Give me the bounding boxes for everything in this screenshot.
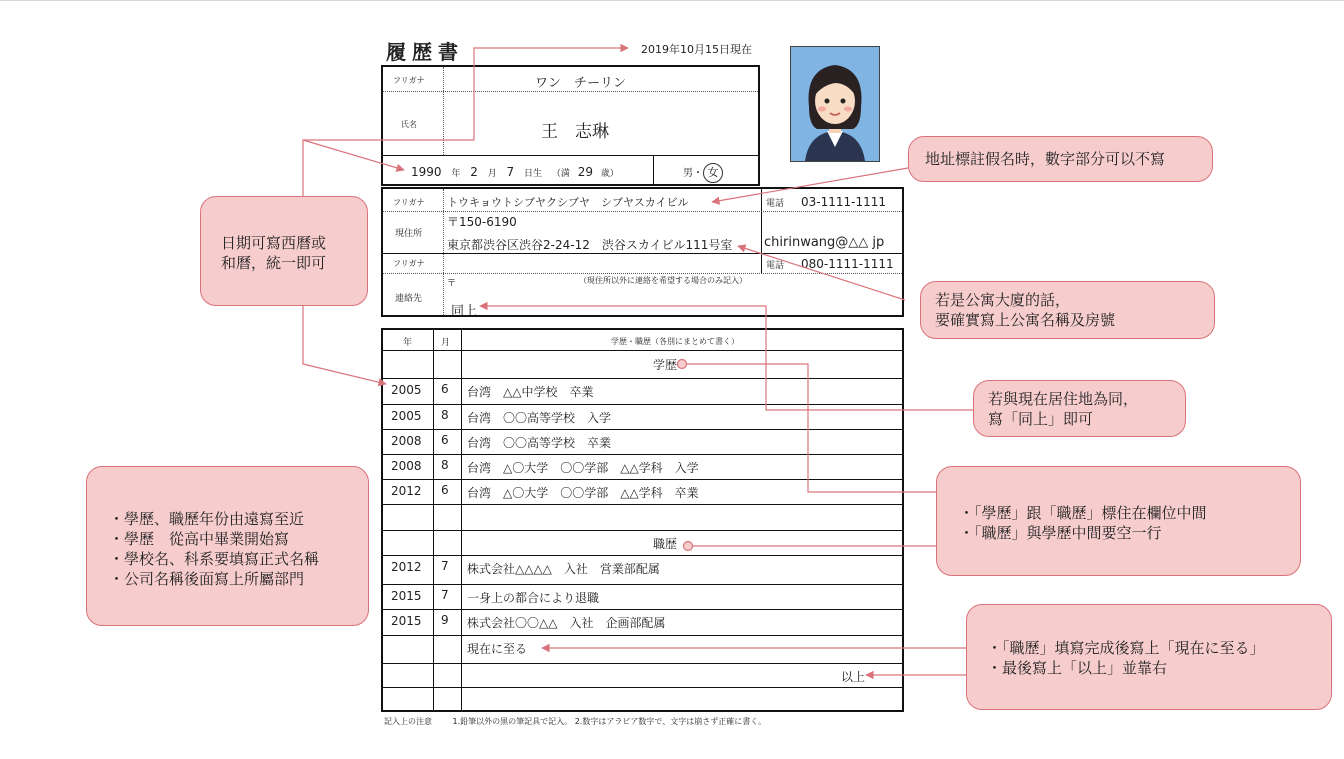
row-month: 7 <box>441 588 449 602</box>
note-center-labels <box>936 466 1301 576</box>
birth-month: 2 <box>470 165 478 179</box>
row-text: 職歴 <box>652 537 677 551</box>
address-label: 現住所 <box>395 229 423 239</box>
row-year: 2005 <box>391 409 422 423</box>
row-text: 一身上の都合により退職 <box>467 591 600 605</box>
note-furigana-line-1: 地址標註假名時，數字部分可以不寫 <box>925 150 1166 168</box>
note-date-format <box>200 196 368 306</box>
postal-code: 〒150-6190 <box>447 215 517 229</box>
gender-male: 男 <box>683 168 693 179</box>
address-furigana-value: トウキョウトシブヤクシブヤ シブヤスカイビル <box>447 196 689 209</box>
contact-furigana-label: フリガナ <box>393 259 425 268</box>
age-value: 29 <box>577 165 593 179</box>
birth-day-unit: 日生 <box>524 169 543 179</box>
row-month: 9 <box>441 613 449 627</box>
note-center-line-2: ・「職歷」與學歷中間要空一行 <box>959 524 1162 542</box>
note-education-order <box>86 466 369 626</box>
note-same-line-1: 若與現在居住地為同， <box>988 390 1139 408</box>
row-text: 株式会社〇〇△△ 入社 企画部配属 <box>467 616 666 630</box>
note-date-line-1: 日期可寫西曆或 <box>221 234 327 252</box>
note-education-line-4: ・公司名稱後面寫上所屬部門 <box>109 570 305 588</box>
furigana-value: ワン チーリン <box>535 76 627 91</box>
row-text: 株式会社△△△△ 入社 営業部配属 <box>467 562 660 576</box>
furigana-label: フリガナ <box>393 76 425 85</box>
note-end-lines <box>966 604 1332 710</box>
row-text: 台湾 〇〇高等学校 卒業 <box>467 436 612 450</box>
contact-note: （現住所以外に連絡を希望する場合のみ記入） <box>579 276 747 285</box>
name-label: 氏名 <box>401 120 417 129</box>
contact-postal-mark: 〒 <box>447 279 457 289</box>
col-content-header: 学歴・職歴（各別にまとめて書く） <box>611 337 739 346</box>
note-end-line-1: ・「職歷」填寫完成後寫上「現在に至る」 <box>987 639 1265 657</box>
contact-phone-label: 電話 <box>766 261 785 271</box>
email-value: chirinwang@△△ jp <box>764 235 885 250</box>
note-date-line-2: 和曆，統一即可 <box>221 254 327 272</box>
row-text: 以上 <box>840 670 865 684</box>
row-text: 学歴 <box>652 358 677 372</box>
row-year: 2012 <box>391 560 422 574</box>
birth-day: 7 <box>506 165 515 179</box>
note-same-line-2: 寫「同上」即可 <box>988 410 1094 428</box>
contact-label: 連絡先 <box>395 294 423 304</box>
address-value: 東京都渋谷区渋谷2-24-12 渋谷スカイビル111号室 <box>447 238 733 252</box>
row-text: 台湾 △△中学校 卒業 <box>467 385 594 399</box>
address-furigana-label: フリガナ <box>393 198 425 207</box>
footer-label: 記入上の注意 <box>384 717 432 726</box>
row-year: 2008 <box>391 434 422 448</box>
col-month-header: 月 <box>441 338 451 348</box>
row-text: 台湾 △〇大学 〇〇学部 △△学科 入学 <box>467 461 699 475</box>
row-text: 台湾 〇〇高等学校 入学 <box>467 411 612 425</box>
note-education-line-3: ・學校名、科系要填寫正式名稱 <box>109 550 320 568</box>
row-month: 6 <box>441 483 449 497</box>
note-apartment-line-2: 要確實寫上公寓名稱及房號 <box>935 311 1116 329</box>
row-text: 現在に至る <box>467 642 528 656</box>
note-education-line-2: ・學歷 從高中畢業開始寫 <box>109 530 290 548</box>
row-month: 6 <box>441 433 449 447</box>
gender-separator: ・ <box>693 168 703 179</box>
note-apartment-line-1: 若是公寓大廈的話， <box>935 291 1071 309</box>
row-month: 6 <box>441 382 449 396</box>
row-month: 8 <box>441 408 449 422</box>
row-year: 2012 <box>391 484 422 498</box>
birth-month-unit: 月 <box>487 169 497 179</box>
document-date: 2019年10月15日現在 <box>641 43 752 56</box>
document-title: 履歴書 <box>386 40 464 64</box>
row-year: 2008 <box>391 459 422 473</box>
col-year-header: 年 <box>403 338 413 348</box>
row-month: 8 <box>441 458 449 472</box>
contact-phone-value: 080-1111-1111 <box>801 257 894 271</box>
row-month: 7 <box>441 559 449 573</box>
note-center-line-1: ・「學歷」跟「職歷」標住在欄位中間 <box>959 504 1207 522</box>
age-open: （満 <box>551 169 570 179</box>
note-end-line-2: ・最後寫上「以上」並靠右 <box>987 659 1168 677</box>
note-same-address <box>973 380 1186 437</box>
note-apartment <box>920 281 1215 339</box>
age-close: 歳） <box>600 169 619 179</box>
name-value: 王 志琳 <box>541 122 609 142</box>
phone-value: 03-1111-1111 <box>801 195 887 209</box>
phone-label: 電話 <box>766 199 785 209</box>
row-text: 台湾 △〇大学 〇〇学部 △△学科 卒業 <box>467 486 699 500</box>
birth-year-unit: 年 <box>451 169 461 179</box>
gender-female-circled: 女 <box>703 163 723 183</box>
birth-year: 1990 <box>411 165 442 179</box>
row-year: 2015 <box>391 614 422 628</box>
note-furigana <box>908 136 1213 182</box>
row-year: 2015 <box>391 589 422 603</box>
note-education-line-1: ・學歷、職歷年份由遠寫至近 <box>109 510 305 528</box>
footer-text: 1.鉛筆以外の黒の筆記具で記入。 2.数字はアラビア数字で、文字は崩さず正確に書く。 <box>452 717 767 726</box>
row-year: 2005 <box>391 383 422 397</box>
contact-value: 同上 <box>451 304 478 319</box>
